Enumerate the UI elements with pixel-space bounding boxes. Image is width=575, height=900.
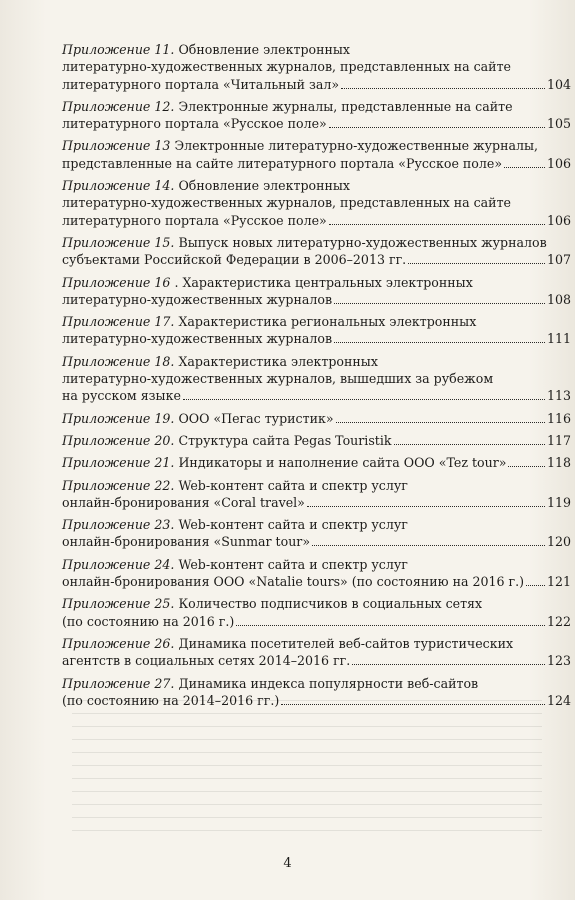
appendix-label: Приложение 25. — [62, 596, 175, 612]
dot-leader — [329, 223, 545, 225]
appendix-title-text: Структура сайта Pegas Touristik — [178, 432, 392, 448]
appendix-title-text: Электронные журналы, представленные на сайте — [178, 98, 513, 114]
appendix-label: Приложение 17. — [62, 314, 175, 330]
toc-entry-line — [62, 635, 571, 652]
appendix-title-text: онлайн-бронирования «Coral travel» — [62, 494, 305, 510]
appendix-title-text: Web-контент сайта и спектр услуг — [178, 556, 408, 572]
toc-entry — [62, 432, 571, 449]
appendix-title-text: субъектами Российской Федерации в 2006–2013 гг. — [62, 252, 407, 268]
toc-entry-line — [62, 291, 571, 308]
appendix-title-text: Динамика посетителей веб-сайтов туристических — [178, 635, 514, 651]
toc-entry-line — [62, 533, 571, 550]
toc-entry — [62, 98, 571, 133]
toc-entry — [62, 477, 571, 512]
appendix-label: Приложение 19. — [62, 410, 175, 426]
appendix-label: Приложение 11. — [62, 42, 175, 57]
toc-entry-line — [62, 432, 571, 449]
dot-leader — [526, 584, 545, 586]
toc-entry — [62, 234, 571, 269]
appendix-title-text: литературного портала «Русское поле» — [62, 212, 327, 228]
toc-entry-line — [62, 613, 571, 630]
toc-page-number: 106 — [546, 155, 571, 171]
toc-entry — [62, 313, 571, 348]
appendix-title-text: на русском языке — [62, 388, 181, 404]
dot-leader — [334, 302, 545, 304]
toc-page-number: 119 — [546, 494, 571, 510]
toc-page-number: 111 — [546, 331, 571, 347]
appendix-title-text: Количество подписчиков в социальных сетях — [178, 596, 483, 612]
toc-entry — [62, 274, 571, 309]
appendix-label: Приложение 14. — [62, 178, 175, 194]
appendix-title-text: литературно-художественных журналов, представленных на сайте — [62, 59, 511, 75]
appendix-title-text: литературного портала «Русское поле» — [62, 116, 327, 132]
appendix-label: Приложение 18. — [62, 353, 175, 369]
toc-entry-line — [62, 556, 571, 573]
toc-entry-line — [62, 194, 571, 211]
page-number: 4 — [283, 856, 292, 871]
table-of-contents — [62, 41, 571, 714]
appendix-title-text: представленные на сайте литературного портала «Русское поле» — [62, 155, 503, 171]
appendix-title-text: ООО «Пегас туристик» — [178, 410, 334, 426]
show-through-text — [72, 700, 542, 840]
appendix-title-text: Индикаторы и наполнение сайта ООО «Tez tour» — [178, 455, 507, 471]
toc-entry-line — [62, 370, 571, 387]
appendix-label: Приложение 12. — [62, 98, 175, 114]
toc-page-number: 123 — [546, 653, 571, 669]
dot-leader — [307, 505, 545, 507]
toc-entry-line — [62, 251, 571, 268]
toc-entry-line — [62, 652, 571, 669]
toc-page-number: 106 — [546, 212, 571, 228]
toc-entry-line — [62, 313, 571, 330]
toc-page-number: 118 — [546, 455, 571, 471]
toc-entry — [62, 635, 571, 670]
toc-page-number: 121 — [546, 574, 571, 590]
toc-entry-line — [62, 58, 571, 75]
appendix-title-text: литературно-художественных журналов, представленных на сайте — [62, 195, 511, 211]
toc-entry — [62, 41, 571, 93]
appendix-title-text: онлайн-бронирования ООО «Natalie tours» (по состоянию на 2016 г.) — [62, 574, 525, 590]
appendix-label: Приложение 23. — [62, 517, 175, 533]
toc-page-number: 108 — [546, 291, 571, 307]
toc-entry-line — [62, 41, 571, 58]
appendix-title-text: Обновление электронных — [178, 42, 351, 57]
toc-entry-line — [62, 675, 571, 692]
toc-entry — [62, 516, 571, 551]
dot-leader — [508, 465, 545, 467]
dot-leader — [352, 663, 545, 665]
toc-entry — [62, 353, 571, 405]
appendix-title-text: агентств в социальных сетях 2014–2016 гг. — [62, 653, 351, 669]
dot-leader — [394, 443, 545, 445]
toc-entry — [62, 454, 571, 471]
toc-entry — [62, 556, 571, 591]
toc-entry-line — [62, 353, 571, 370]
toc-page-number: 124 — [546, 692, 571, 708]
toc-page-number: 117 — [546, 432, 571, 448]
appendix-title-text: Выпуск новых литературно-художественных журналов — [178, 234, 547, 250]
appendix-title-text: Web-контент сайта и спектр услуг — [178, 477, 408, 493]
appendix-label: Приложение 26. — [62, 635, 175, 651]
toc-entry-line — [62, 387, 571, 404]
toc-page-number: 122 — [546, 613, 571, 629]
appendix-label: Приложение 27. — [62, 675, 175, 691]
appendix-title-text: Динамика индекса популярности веб-сайтов — [178, 675, 479, 691]
toc-entry-line — [62, 115, 571, 132]
toc-entry-line — [62, 330, 571, 347]
toc-entry-line — [62, 177, 571, 194]
appendix-title-text: литературно-художественных журналов — [62, 291, 333, 307]
appendix-title-text: (по состоянию на 2016 г.) — [62, 613, 235, 629]
dot-leader — [336, 421, 545, 423]
appendix-label: Приложение 15. — [62, 234, 175, 250]
toc-entry-line — [62, 137, 571, 154]
toc-entry-line — [62, 595, 571, 612]
toc-page-number: 120 — [546, 534, 571, 550]
appendix-title-text: литературно-художественных журналов — [62, 331, 333, 347]
toc-entry-line — [62, 454, 571, 471]
dot-leader — [329, 126, 545, 128]
appendix-label: Приложение 13 — [62, 138, 171, 154]
toc-entry-line — [62, 212, 571, 229]
appendix-title-text: литературного портала «Читальный зал» — [62, 76, 340, 92]
dot-leader — [334, 341, 545, 343]
appendix-label: Приложение 22. — [62, 477, 175, 493]
appendix-label: Приложение 16 — [62, 274, 171, 290]
toc-entry-line — [62, 410, 571, 427]
dot-leader — [312, 544, 545, 546]
appendix-title-text: Электронные литературно-художественные журналы, — [174, 138, 539, 154]
toc-entry — [62, 137, 571, 172]
appendix-title-text: . Характеристика центральных электронных — [174, 274, 473, 290]
appendix-title-text: Характеристика региональных электронных — [178, 314, 477, 330]
toc-entry — [62, 177, 571, 229]
dot-leader — [341, 87, 545, 89]
dot-leader — [236, 624, 545, 626]
appendix-title-text: литературно-художественных журналов, вышедших за рубежом — [62, 371, 494, 387]
dot-leader — [183, 398, 545, 400]
toc-page-number: 116 — [546, 410, 571, 426]
toc-page-number: 113 — [546, 388, 571, 404]
appendix-title-text: Характеристика электронных — [178, 353, 378, 369]
toc-page-number: 104 — [546, 76, 571, 92]
toc-entry-line — [62, 76, 571, 93]
appendix-title-text: Web-контент сайта и спектр услуг — [178, 517, 408, 533]
appendix-label: Приложение 21. — [62, 455, 175, 471]
toc-entry-line — [62, 477, 571, 494]
toc-entry-line — [62, 98, 571, 115]
appendix-title-text: (по состоянию на 2014–2016 гг.) — [62, 692, 280, 708]
toc-entry — [62, 410, 571, 427]
toc-entry-line — [62, 274, 571, 291]
toc-entry-line — [62, 494, 571, 511]
toc-entry-line — [62, 234, 571, 251]
toc-page-number: 107 — [546, 252, 571, 268]
appendix-label: Приложение 20. — [62, 432, 175, 448]
dot-leader — [504, 166, 545, 168]
toc-page-number: 105 — [546, 116, 571, 132]
dot-leader — [408, 262, 545, 264]
toc-entry-line — [62, 155, 571, 172]
appendix-label: Приложение 24. — [62, 556, 175, 572]
toc-entry-line — [62, 573, 571, 590]
appendix-title-text: Обновление электронных — [178, 178, 351, 194]
appendix-title-text: онлайн-бронирования «Sunmar tour» — [62, 534, 311, 550]
toc-entry — [62, 595, 571, 630]
toc-entry-line — [62, 516, 571, 533]
